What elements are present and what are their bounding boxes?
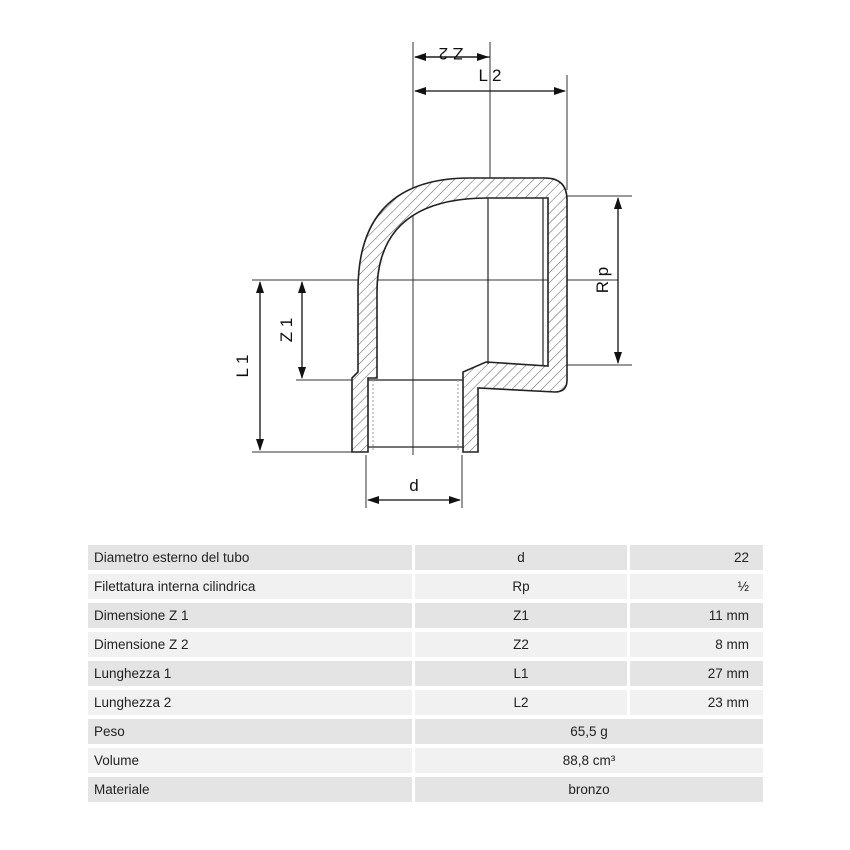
- row-value: 27 mm: [630, 661, 763, 686]
- table-row: [88, 777, 763, 802]
- row-value: 88,8 cm³: [415, 748, 763, 773]
- row-symbol: d: [415, 545, 630, 570]
- row-label: Dimensione Z 2: [88, 632, 415, 657]
- row-label: Lunghezza 2: [88, 690, 415, 715]
- row-label: Diametro esterno del tubo: [88, 545, 415, 570]
- l1-label: L 1: [233, 354, 252, 378]
- row-label: Peso: [88, 719, 415, 744]
- table-row: [88, 603, 763, 628]
- table-row: [88, 545, 763, 570]
- row-symbol: L2: [415, 690, 630, 715]
- row-value: 11 mm: [630, 603, 763, 628]
- d-label: d: [409, 476, 419, 495]
- row-symbol: Z2: [415, 632, 630, 657]
- table-row: [88, 574, 763, 599]
- bore-outline: [368, 198, 543, 452]
- z1-label: Z 1: [277, 317, 296, 343]
- table-row: [88, 632, 763, 657]
- row-label: Lunghezza 1: [88, 661, 415, 686]
- specification-table: [88, 541, 763, 806]
- extension-lines: [252, 42, 632, 508]
- row-value: 22: [630, 545, 763, 570]
- row-symbol: Z1: [415, 603, 630, 628]
- row-value: ½: [630, 574, 763, 599]
- row-value: 23 mm: [630, 690, 763, 715]
- table-row: [88, 748, 763, 773]
- row-label: Dimensione Z 1: [88, 603, 415, 628]
- table-row: [88, 719, 763, 744]
- row-symbol: Rp: [415, 574, 630, 599]
- rp-label: R p: [593, 266, 612, 294]
- row-symbol: L1: [415, 661, 630, 686]
- row-label: Volume: [88, 748, 415, 773]
- elbow-wall-section: [352, 178, 567, 452]
- row-label: Filettatura interna cilindrica: [88, 574, 415, 599]
- table-row: [88, 661, 763, 686]
- row-value: 65,5 g: [415, 719, 763, 744]
- row-value: bronzo: [415, 777, 763, 802]
- row-label: Materiale: [88, 777, 415, 802]
- l2-label: L 2: [478, 66, 502, 85]
- z2-label: Z 2: [438, 44, 464, 63]
- row-value: 8 mm: [630, 632, 763, 657]
- table-row: [88, 690, 763, 715]
